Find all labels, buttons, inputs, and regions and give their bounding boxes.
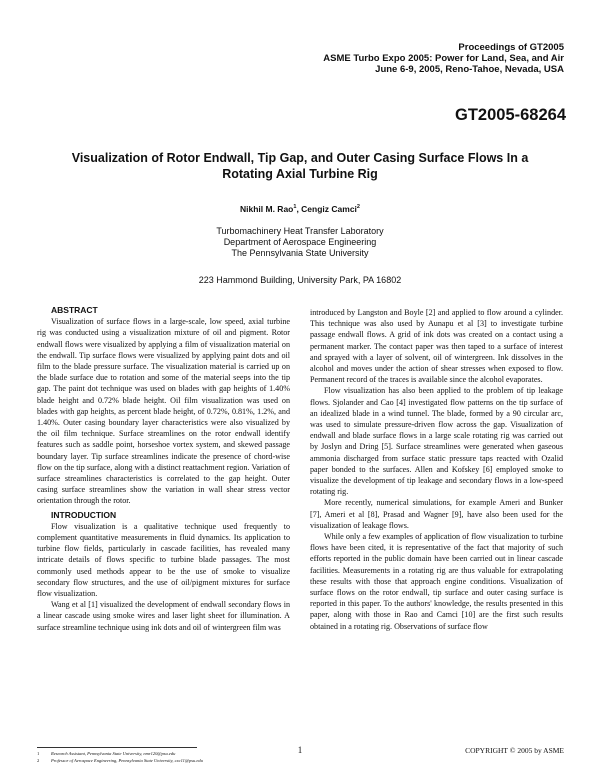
introduction-paragraph-1: Flow visualization is a qualitative technique used frequently to complement quantitative measurements in fluid dynamics. Its application to turbine flow fields, particularly in cascade facilities, has revealed many intricate details of flows specific to turbine blade passages. The most commonly used methods appear to be the use of smoke to visualize secondary flow structures, and the use of oil/pigment mixtures for surface flow visualization.	[37, 521, 290, 599]
abstract-text: Visualization of surface flows in a large-scale, low speed, axial turbine rig was conducted using a visualization mixture of oil and pigment. Rotor endwall flows were visualized by applying a film of visualization material on the endwall. Tip surface flows were visualized by applying paint dots and oil film to the blade pressure surface. The visualization material is carried up on the blade surface due to rotation and some of the material seeps into the tip gap. The paint dot technique was used on blades with gap heights of 1.40% blade height and 0.72% blade height. Oil film visualization was used on blades with gap heights, as percent blade height, of 0.72%, 0.81%, 1.2%, and 1.40%. Outer casing boundary layer characteristics were also visualized by the oil film technique. Surface streamlines on the rotor endwall identify features such as saddle point, horseshoe vortex system, and skewed passage boundary layer. Tip surface streamlines indicate the presence of chord-wise flow on the tip surface, along with a distinct reattachment region. Variation of surface streamlines characteristics is correlated to the gap height. Outer casing surface streamlines show the variation in wall shear stress vector orientation through the rotor.	[37, 317, 290, 506]
abstract-heading: ABSTRACT	[51, 305, 98, 315]
affiliation-line-1: Turbomachinery Heat Transfer Laboratory	[216, 226, 384, 236]
page-number: 1	[297, 745, 303, 755]
introduction-paragraph-2: Wang et al [1] visualized the development of endwall secondary flows in a linear cascade using smoke wires and laser light sheet for illumination. A surface streamline technique using ink dots and oil of wintergreen film was	[37, 600, 290, 632]
introduction-heading: INTRODUCTION	[51, 509, 117, 520]
proceedings-line-3: June 6-9, 2005, Reno-Tahoe, Nevada, USA	[375, 64, 564, 75]
footnote-2-text: Professor of Aerospace Engineering, Pennsylvania State University, cxc11@psu.edu	[51, 757, 203, 763]
right-column	[310, 307, 563, 632]
left-column	[37, 305, 290, 633]
title-line-2: Rotating Axial Turbine Rig	[222, 167, 378, 181]
author-1: Nikhil M. Rao	[240, 204, 294, 214]
copyright-notice: COPYRIGHT © 2005 by ASME	[465, 746, 564, 755]
authors	[0, 204, 600, 214]
right-paragraph-3: More recently, numerical simulations, for example Ameri and Bunker [7], Ameri et al [8], Prasad and Wagner [9], have also been used for the visualization of leakage flows.	[310, 498, 563, 530]
affiliation-line-2: Department of Aerospace Engineering	[223, 237, 377, 247]
footnote-1-text: Research Assistant, Pennsylvania State University, nmr120@psu.edu	[51, 751, 176, 756]
proceedings-header	[323, 42, 564, 75]
paper-id: GT2005-68264	[455, 106, 566, 124]
paper-title	[36, 150, 564, 182]
footnote-1-number: 1	[37, 751, 40, 756]
address: 223 Hammond Building, University Park, PA 16802	[198, 275, 402, 285]
author-2-footnote-mark: 2	[356, 204, 360, 211]
affiliation-line-3: The Pennsylvania State University	[231, 248, 369, 258]
right-paragraph-1: introduced by Langston and Boyle [2] and applied to flow around a cylinder. This technique was also used by Aunapu et al [3] to investigate turbine passage endwall flows. A grid of ink dots was created on a contact using a permanent marker. The contact paper was then taped to a surface of interest and sprayed with a layer of solvent, oil of wintergreen. Ink dissolves in the alcohol and moves under the action of shear stresses when exposed to flow. Permanent record of the traces is available since the alcohol evaporates.	[310, 308, 563, 385]
author-separator: ,	[296, 204, 302, 214]
proceedings-line-1: Proceedings of GT2005	[458, 42, 564, 53]
footnote-2-number: 2	[37, 757, 40, 763]
proceedings-line-2: ASME Turbo Expo 2005: Power for Land, Sea, and Air	[323, 53, 564, 64]
affiliation	[0, 226, 600, 259]
footnote-2	[37, 758, 203, 765]
right-paragraph-2: Flow visualization has also been applied to the problem of tip leakage flows. Sjolander and Cao [4] investigated flow patterns on the tip surface of an idealized blade in a wind tunnel. The blade, formed by a 90 circular arc, was used to simulate pressure-driven flow across the gap. Visualization of endwall and blade surface flows in a large scale rotating rig was carried out by Joslyn and Dring [5]. Surface streamlines were generated when gaseous ammonia discharged from surface static pressure taps reacted with Ozalid paper bonded to the surfaces. Allen and Kofskey [6] employed smoke to visualize the development of tip leakage and secondary flows in a low-speed rotating rig.	[310, 386, 563, 497]
author-2: Cengiz Camci	[301, 204, 357, 214]
right-paragraph-4: While only a few examples of application of flow visualization to turbine flows have been cited, it is representative of the fact that majority of such efforts reported in the public domain have been carried out in linear cascade facilities. Measurements in a rotating rig are thus valuable for extrapolating these results with those that approach engine conditions. Visualization of surface flows on the rotor endwall, tip surface and outer casing surface is reported in this paper. To the authors' knowledge, the results presented in this paper, along with those in Rao and Camci [10] are the first such results obtained in a rotating rig. Observations of surface flow	[310, 532, 563, 631]
title-line-1: Visualization of Rotor Endwall, Tip Gap, and Outer Casing Surface Flows In a	[71, 151, 529, 165]
author-1-footnote-mark: 1	[293, 204, 297, 211]
